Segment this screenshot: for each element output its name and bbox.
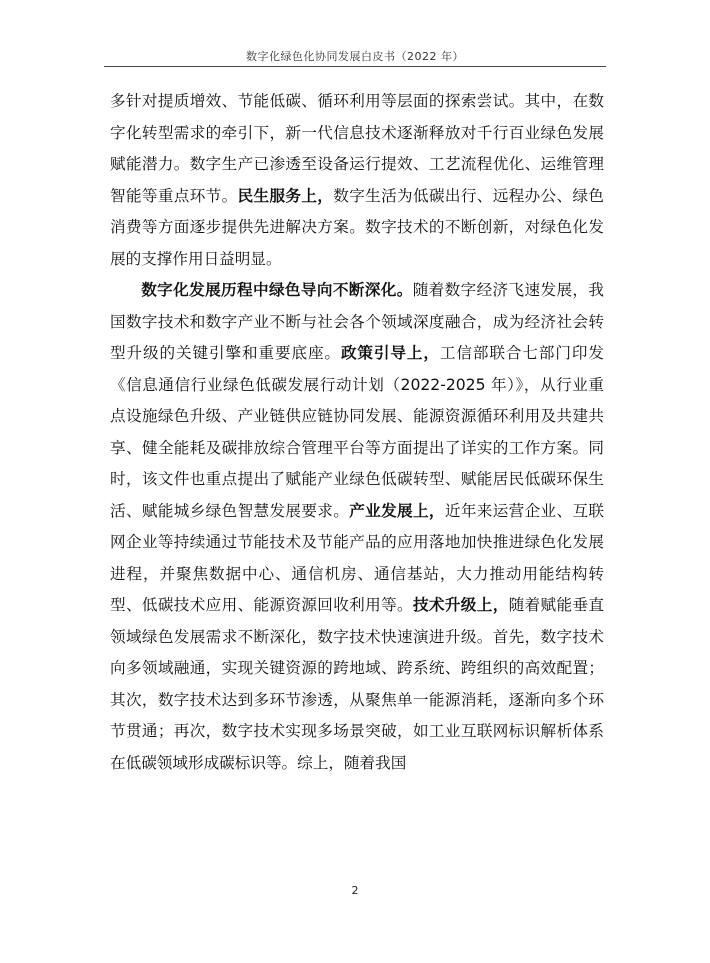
paragraph (110, 86, 604, 275)
text-segment: 工信部联合七部门印发《信息通信行业绿色低碳发展行动计划（2022-2025 年）》，从行业重点设施绿色升级、产业链供应链协同发展、能源资源循环利用及共建共享、健全能耗及碳排放综合管理平台等方面提出了详实的工作方案。同时，该文件也重点提出了赋能产业绿色低碳转型、赋能居民低碳环保生活、赋能城乡绿色智慧发展要求。 (110, 344, 604, 520)
bold-heading: 技术升级上， (412, 596, 509, 614)
text-segment: 随着数字经济飞速发展，我国数字技术和数字产业不断与社会各个领域深度融合，成为经济社会转型升级的关键引擎和重要底座。 (110, 281, 604, 362)
text-segment: 数字生活为低碳出行、远程办公、绿色消费等方面逐步提供先进解决方案。数字技术的不断创新，对绿色化发展的支撑作用日益明显。 (110, 186, 604, 268)
bold-heading: 民生服务上， (237, 186, 334, 205)
body-text (110, 86, 604, 779)
page-number: 2 (351, 884, 359, 897)
text-segment: 随着赋能垂直领域绿色发展需求不断深化，数字技术快速演进升级。首先，数字技术向多领域融通，实现关键资源的跨地域、跨系统、跨组织的高效配置；其次，数字技术达到多环节渗透，从聚焦单一能源消耗，逐渐向多个环节贯通；再次，数字技术实现多场景突破，如工业互联网标识解析体系在低碳领域形成碳标识等。综上，随着我国 (110, 596, 604, 772)
header-rule (104, 66, 606, 67)
text-segment: 近年来运营企业、互联网企业等持续通过节能技术及节能产品的应用落地加快推进绿色化发展进程，并聚焦数据中心、通信机房、通信基站，大力推动用能结构转型、低碳技术应用、能源资源回收利用等。 (110, 501, 604, 614)
paragraph (110, 275, 604, 779)
bold-heading: 产业发展上， (349, 501, 445, 520)
running-header: 数字化绿色化协同发展白皮书（2022 年） (246, 50, 464, 63)
bold-heading: 政策引导上， (340, 344, 440, 362)
bold-heading: 数字化发展历程中绿色导向不断深化。 (141, 281, 413, 299)
text-segment: 多针对提质增效、节能低碳、循环利用等层面的探索尝试。其中，在数字化转型需求的牵引下，新一代信息技术逐渐释放对千行百业绿色发展赋能潜力。数字生产已渗透至设备运行提效、工艺流程优化、运维管理智能等重点环节。 (110, 92, 604, 205)
